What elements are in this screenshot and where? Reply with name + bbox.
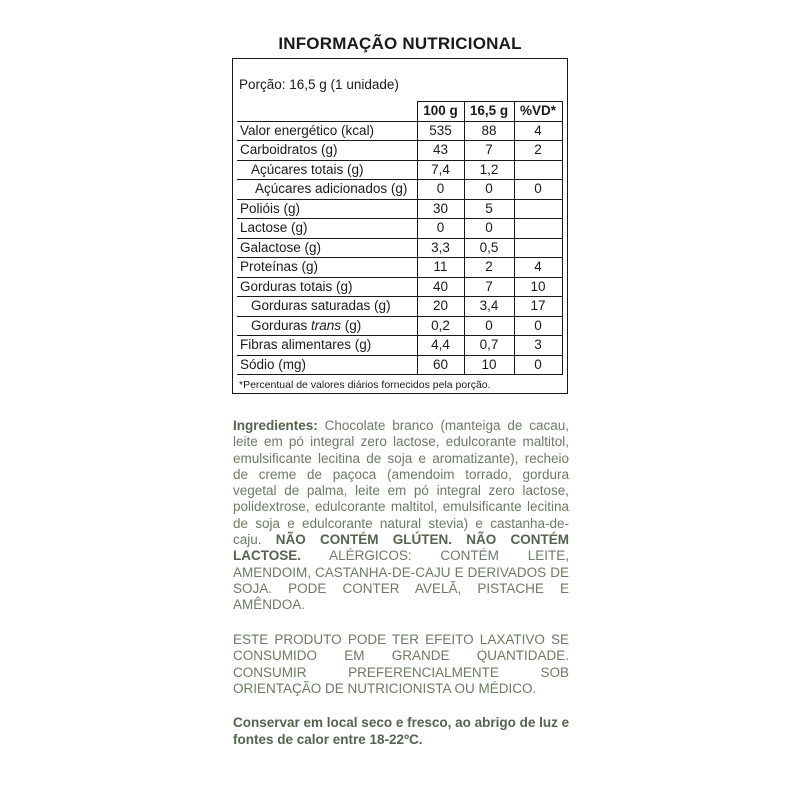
value-100g: 4,4 (417, 336, 464, 356)
header-vd: %VD* (514, 102, 562, 122)
table-row (237, 141, 562, 161)
nutrition-title: INFORMAÇÃO NUTRICIONAL (278, 34, 522, 53)
table-row (237, 258, 562, 278)
value-vd: 4 (514, 258, 562, 278)
value-portion: 0 (464, 316, 514, 336)
table-row (237, 238, 562, 258)
nutrient-label: Açúcares totais (g) (237, 160, 417, 180)
value-vd: 2 (514, 141, 562, 161)
value-100g: 20 (417, 297, 464, 317)
header-nutrient (237, 102, 417, 122)
value-100g: 60 (417, 355, 464, 375)
value-portion: 0,5 (464, 238, 514, 258)
gluten-lactose-notice: NÃO CONTÉM GLÚTEN. NÃO CONTÉM LACTOSE. (233, 532, 569, 564)
value-portion: 7 (464, 277, 514, 297)
table-header-row (237, 102, 562, 122)
table-row (237, 160, 562, 180)
value-portion: 1,2 (464, 160, 514, 180)
value-vd: 0 (514, 355, 562, 375)
nutrient-label: Proteínas (g) (237, 258, 417, 278)
value-vd (514, 219, 562, 239)
table-row (237, 336, 562, 356)
value-vd: 4 (514, 121, 562, 141)
table-row (237, 297, 562, 317)
value-100g: 43 (417, 141, 464, 161)
nutrient-label: Gorduras totais (g) (237, 277, 417, 297)
value-100g: 535 (417, 121, 464, 141)
value-100g: 7,4 (417, 160, 464, 180)
value-portion: 0 (464, 180, 514, 200)
value-portion: 3,4 (464, 297, 514, 317)
nutrient-label: Gorduras trans (g) (237, 316, 417, 336)
value-portion: 2 (464, 258, 514, 278)
nutrient-label: Sódio (mg) (237, 355, 417, 375)
table-row (237, 316, 562, 336)
value-vd (514, 238, 562, 258)
value-vd: 17 (514, 297, 562, 317)
ingredients-list: Chocolate branco (manteiga de cacau, leite em pó integral zero lactose, edulcorante maltitol, emulsificante lecitina de soja e aromatizante), recheio de creme de paçoca (amendoim torrado, gordura vegetal de palma, leite em pó integral zero lactose, polidextrose, edulcorante maltitol, emulsificante lecitina de soja e edulcorante natural stevia) e castanha-de-caju. (233, 418, 569, 548)
value-vd (514, 199, 562, 219)
nutrient-label: Lactose (g) (237, 219, 417, 239)
value-portion: 0 (464, 219, 514, 239)
value-vd: 0 (514, 180, 562, 200)
table-row (237, 277, 562, 297)
value-100g: 30 (417, 199, 464, 219)
table-row (237, 355, 562, 375)
nutrient-label: Polióis (g) (237, 199, 417, 219)
nutrition-table-box (232, 58, 568, 394)
value-vd: 0 (514, 316, 562, 336)
value-100g: 11 (417, 258, 464, 278)
value-100g: 40 (417, 277, 464, 297)
table-row (237, 121, 562, 141)
value-vd (514, 160, 562, 180)
value-vd: 3 (514, 336, 562, 356)
vd-footnote: *Percentual de valores diários fornecidos pela porção. (239, 379, 491, 391)
table-row (237, 219, 562, 239)
nutrient-label: Carboidratos (g) (237, 141, 417, 161)
laxative-warning: ESTE PRODUTO PODE TER EFEITO LAXATIVO SE CONSUMIDO EM GRANDE QUANTIDADE. CONSUMIR PREFERENCIALMENTE SOB ORIENTAÇÃO DE NUTRICIONISTA OU MÉDICO. (233, 632, 569, 696)
value-portion: 0,7 (464, 336, 514, 356)
nutrient-label: Valor energético (kcal) (237, 121, 417, 141)
header-portion: 16,5 g (464, 102, 514, 122)
value-100g: 0 (417, 219, 464, 239)
value-portion: 5 (464, 199, 514, 219)
nutrient-label: Açúcares adicionados (g) (237, 180, 417, 200)
header-100g: 100 g (417, 102, 464, 122)
value-100g: 0,2 (417, 316, 464, 336)
nutrient-label: Fibras alimentares (g) (237, 336, 417, 356)
ingredients-label: Ingredientes: (233, 418, 318, 433)
portion-size: Porção: 16,5 g (1 unidade) (239, 77, 399, 92)
nutrient-label: Gorduras saturadas (g) (237, 297, 417, 317)
value-vd: 10 (514, 277, 562, 297)
value-100g: 0 (417, 180, 464, 200)
storage-instructions: Conservar em local seco e fresco, ao abrigo de luz e fontes de calor entre 18-22ºC. (233, 715, 570, 747)
table-row (237, 180, 562, 200)
value-100g: 3,3 (417, 238, 464, 258)
nutrient-label: Galactose (g) (237, 238, 417, 258)
value-portion: 10 (464, 355, 514, 375)
value-portion: 7 (464, 141, 514, 161)
ingredients-text (233, 418, 569, 614)
allergens-notice: ALÉRGICOS: CONTÉM LEITE, AMENDOIM, CASTANHA-DE-CAJU E DERIVADOS DE SOJA. PODE CONTER AVELÃ, PISTACHE E AMÊNDOA. (233, 548, 569, 613)
value-portion: 88 (464, 121, 514, 141)
nutrition-table (237, 101, 563, 375)
table-row (237, 199, 562, 219)
